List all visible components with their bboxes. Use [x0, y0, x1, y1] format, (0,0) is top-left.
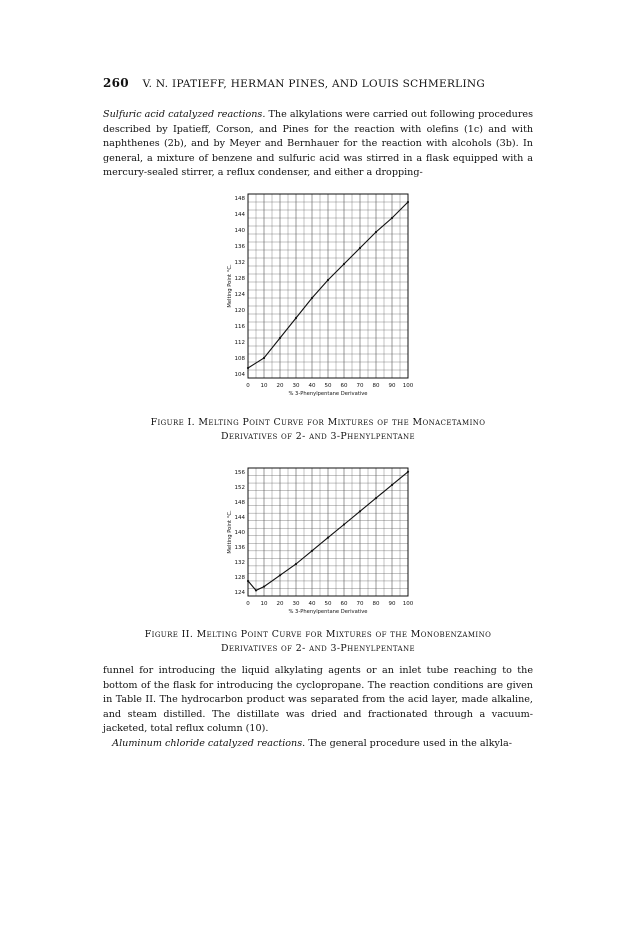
paragraph-continued [103, 664, 533, 752]
paragraph-body: funnel for introducing the liquid alkylating agents or an inlet tube reaching to the bottom of the flask for introducing the cyclopropane. The reaction conditions are given in Table II. The hydrocarbon product was separated from the acid layer, made alkaline, and steam distilled. The distillate was dried and fractionated through a vacuum-jacketed, total reflux column (10). [103, 665, 533, 735]
y-axis-label: Melting Point °C. [227, 510, 233, 554]
y-tick-label: 120 [234, 308, 245, 314]
x-tick-label: 40 [308, 383, 316, 389]
y-tick-label: 152 [234, 484, 245, 491]
y-tick-label: 132 [234, 260, 245, 266]
y-tick-label: 116 [234, 324, 245, 330]
x-axis-label: % 3-Phenylpentane Derivative [288, 609, 368, 615]
x-tick-label: 90 [388, 601, 396, 607]
x-tick-label: 30 [292, 383, 300, 389]
x-tick-label: 100 [402, 601, 414, 607]
x-tick-label: 40 [308, 601, 316, 607]
data-point [375, 231, 377, 233]
figure-1-chart [218, 188, 418, 414]
data-point [279, 337, 281, 339]
y-tick-label: 136 [234, 244, 245, 250]
data-point [343, 263, 345, 265]
data-point [311, 297, 313, 299]
x-tick-label: 20 [276, 601, 284, 607]
page-number: 260 [103, 76, 129, 90]
data-point [407, 471, 409, 473]
y-tick-label: 132 [234, 560, 245, 567]
data-point [247, 367, 249, 369]
y-tick-label: 128 [234, 575, 245, 582]
figure-2-caption [103, 628, 533, 656]
paragraph-sulfuric-acid [103, 108, 533, 181]
data-point [391, 217, 393, 219]
data-point [295, 563, 297, 565]
y-tick-label: 144 [234, 212, 245, 218]
caption-line: Figure II. Melting Point Curve for Mixtures of the Monobenzamino [144, 629, 492, 640]
y-tick-label: 156 [234, 469, 245, 476]
y-tick-label: 136 [234, 545, 245, 552]
paragraph-body: The general procedure used in the alkyla- [308, 737, 512, 749]
x-tick-label: 80 [372, 601, 380, 607]
data-point [327, 537, 329, 539]
data-point [391, 484, 393, 486]
x-axis-label: % 3-Phenylpentane Derivative [288, 391, 368, 397]
x-tick-label: 10 [260, 383, 268, 389]
x-tick-label: 90 [388, 383, 396, 389]
y-tick-label: 148 [234, 196, 245, 202]
data-point [343, 523, 345, 525]
x-tick-label: 20 [276, 383, 284, 389]
data-point [247, 580, 249, 582]
x-tick-label: 70 [356, 383, 364, 389]
paragraph-body: The alkylations were carried out following procedures described by Ipatieff, Corson, and Pines for the reaction with olefins (1c) and with naphthenes (2b), and by Meyer and Bernhauer for the reaction with alcohols (3b). In general, a mixture of benzene and sulfuric acid was stirred in a flask equipped with a mercury-sealed stirrer, a reflux condenser, and either a dropping- [103, 109, 534, 179]
data-point [263, 585, 265, 587]
x-tick-label: 30 [292, 601, 300, 607]
y-tick-label: 140 [234, 228, 245, 234]
y-tick-label: 140 [234, 530, 245, 536]
x-tick-label: 0 [246, 601, 250, 607]
x-tick-label: 50 [324, 383, 332, 389]
y-tick-label: 124 [234, 292, 245, 298]
paragraph-lead: Sulfuric acid catalyzed reactions. [103, 109, 266, 120]
caption-line: Derivatives of 2- and 3-Phenylpentane [220, 431, 416, 442]
data-point [407, 201, 409, 203]
figure-2-chart [218, 462, 418, 622]
x-tick-label: 50 [324, 601, 332, 607]
x-tick-label: 80 [372, 383, 380, 389]
x-tick-label: 60 [340, 383, 348, 389]
y-tick-label: 104 [234, 372, 245, 378]
y-tick-label: 112 [234, 340, 245, 346]
data-point [359, 510, 361, 512]
page-header [103, 76, 533, 90]
y-tick-label: 124 [234, 590, 245, 597]
x-tick-label: 10 [260, 601, 268, 607]
x-tick-label: 0 [246, 383, 250, 389]
data-point [279, 574, 281, 576]
data-point [311, 550, 313, 552]
x-tick-label: 60 [340, 601, 348, 607]
y-tick-label: 108 [234, 356, 245, 362]
caption-line: Derivatives of 2- and 3-Phenylpentane [220, 643, 416, 654]
x-tick-label: 100 [402, 383, 414, 389]
figure-1-caption [103, 416, 533, 444]
data-point [327, 279, 329, 281]
y-tick-label: 144 [234, 514, 245, 521]
x-tick-label: 70 [356, 601, 364, 607]
data-point [263, 357, 265, 359]
caption-line: Figure I. Melting Point Curve for Mixtures of the Monacetamino [150, 417, 486, 428]
y-tick-label: 128 [234, 276, 245, 282]
running-authors: V. N. IPATIEFF, HERMAN PINES, AND LOUIS SCHMERLING [142, 78, 486, 90]
data-point [359, 247, 361, 249]
data-point [255, 589, 257, 591]
y-tick-label: 148 [234, 499, 245, 506]
data-point [375, 497, 377, 499]
y-axis-label: Melting Point °C. [227, 264, 233, 308]
data-point [295, 317, 297, 319]
paragraph-lead: Aluminum chloride catalyzed reactions. [112, 737, 306, 749]
